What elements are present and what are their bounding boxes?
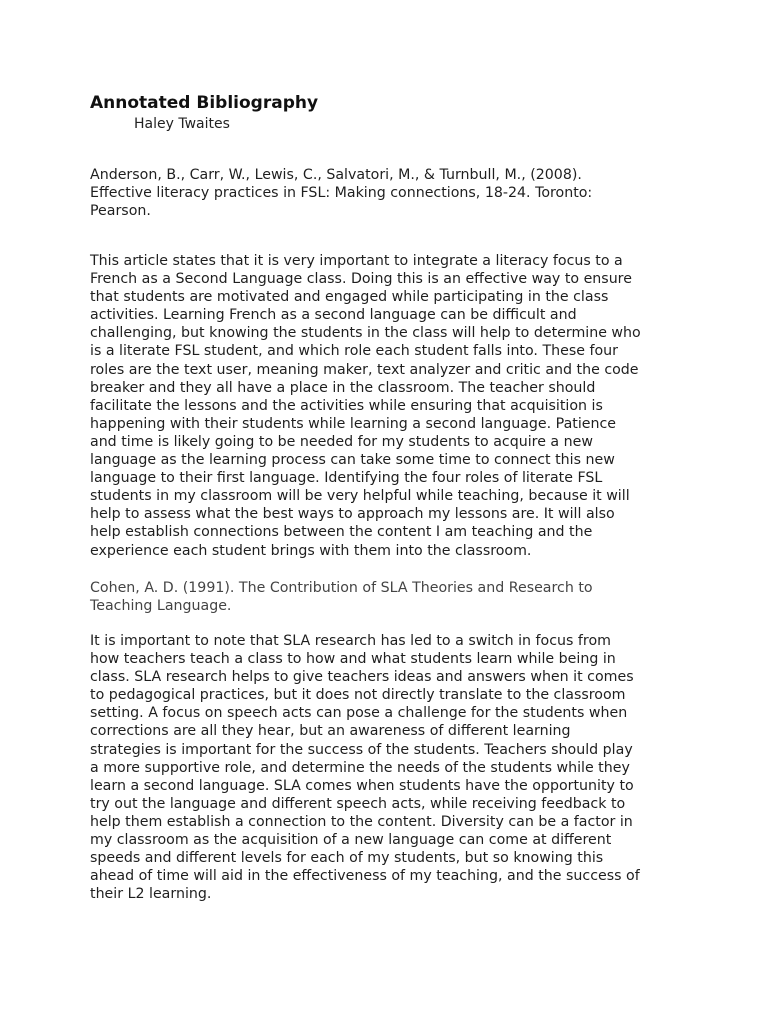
citation-cohen [90, 579, 685, 615]
annotation-line: help establish connections between the content I am teaching and the [90, 524, 593, 541]
annotation-line: to pedagogical practices, but it does not directly translate to the classroom [90, 687, 626, 704]
document-title: Annotated Bibliography [90, 93, 319, 113]
annotation-line: their L2 learning. [90, 886, 212, 903]
annotation-line: that students are motivated and engaged while participating in the class [90, 289, 609, 306]
annotation-anderson [90, 252, 685, 560]
annotation-line: a more supportive role, and determine the needs of the students while they [90, 759, 630, 776]
annotation-line: help them establish a connection to the content. Diversity can be a factor in [90, 813, 633, 830]
annotation-line: try out the language and different speech acts, while receiving feedback to [90, 795, 626, 812]
annotation-line: strategies is important for the success of the students. Teachers should play [90, 741, 633, 758]
annotation-line: corrections are all they hear, but an awareness of different learning [90, 723, 571, 740]
annotation-line: students in my classroom will be very helpful while teaching, because it will [90, 488, 630, 505]
citation-line: Effective literacy practices in FSL: Making connections, 18-24. Toronto: [90, 185, 593, 202]
annotation-line: and time is likely going to be needed for my students to acquire a new [90, 433, 593, 450]
citation-line: Teaching Language. [90, 598, 232, 615]
annotation-line: This article states that it is very important to integrate a literacy focus to a [90, 253, 623, 269]
annotation-line: class. SLA research helps to give teachers ideas and answers when it comes [90, 669, 634, 686]
annotation-line: French as a Second Language class. Doing this is an effective way to ensure [90, 271, 632, 288]
citation-line: Anderson, B., Carr, W., Lewis, C., Salvatori, M., & Turnbull, M., (2008). [90, 167, 582, 183]
annotation-cohen [90, 632, 685, 903]
annotation-line: setting. A focus on speech acts can pose a challenge for the students when [90, 705, 628, 722]
annotation-line: facilitate the lessons and the activities while ensuring that acquisition is [90, 397, 603, 414]
annotation-line: challenging, but knowing the students in the class will help to determine who [90, 325, 641, 342]
document-author: Haley Twaites [134, 116, 230, 132]
annotation-line: is a literate FSL student, and which role each student falls into. These four [90, 343, 618, 360]
citation-line: Cohen, A. D. (1991). The Contribution of SLA Theories and Research to [90, 580, 593, 596]
annotation-line: how teachers teach a class to how and what students learn while being in [90, 651, 616, 668]
citation-line: Pearson. [90, 203, 151, 220]
annotation-line: ahead of time will aid in the effectiveness of my teaching, and the success of [90, 868, 640, 885]
annotation-line: language as the learning process can take some time to connect this new [90, 452, 615, 469]
annotation-line: speeds and different levels for each of my students, but so knowing this [90, 850, 604, 867]
annotation-line: breaker and they all have a place in the classroom. The teacher should [90, 379, 596, 396]
annotation-line: learn a second language. SLA comes when students have the opportunity to [90, 777, 634, 794]
annotation-line: language to their first language. Identifying the four roles of literate FSL [90, 470, 603, 487]
annotation-line: roles are the text user, meaning maker, text analyzer and critic and the code [90, 361, 639, 378]
annotation-line: activities. Learning French as a second language can be difficult and [90, 307, 577, 324]
annotation-line: my classroom as the acquisition of a new language can come at different [90, 832, 612, 849]
annotation-line: happening with their students while learning a second language. Patience [90, 415, 617, 432]
annotation-line: help to assess what the best ways to approach my lessons are. It will also [90, 506, 615, 523]
annotation-line: It is important to note that SLA research has led to a switch in focus from [90, 633, 611, 649]
annotation-line: experience each student brings with them into the classroom. [90, 542, 532, 559]
citation-anderson [90, 166, 685, 220]
